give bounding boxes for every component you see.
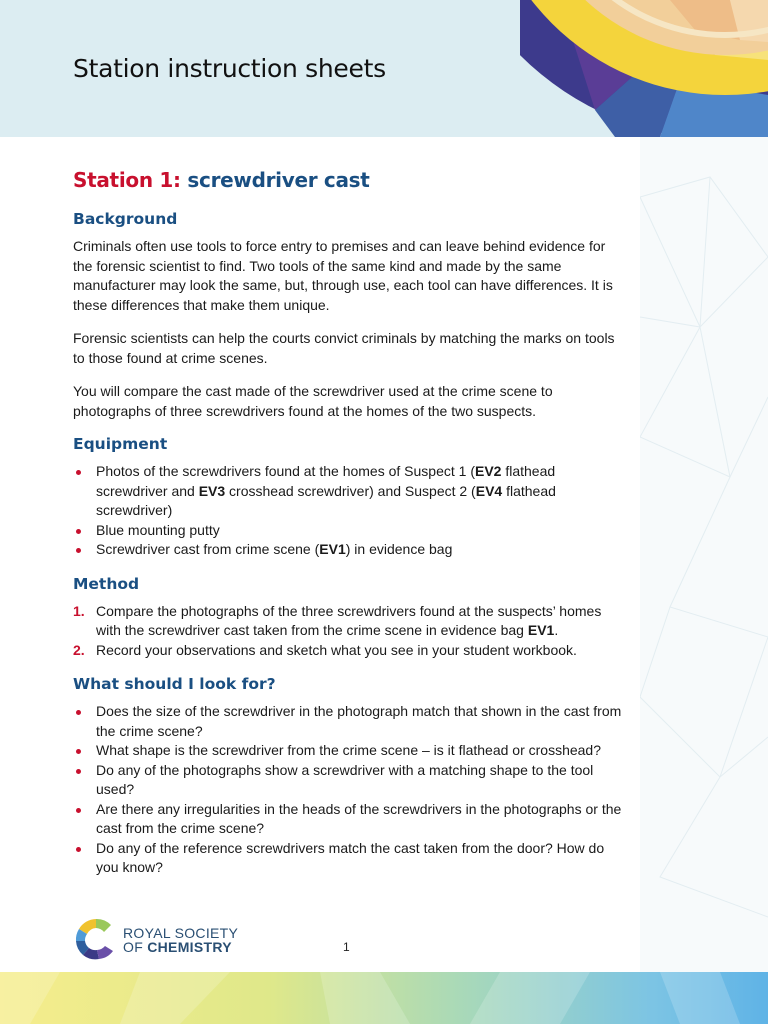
main-content	[73, 168, 628, 893]
method-step: 1. Compare the photographs of the three screwdrivers found at the suspects’ homes with the screwdriver cast taken from the crime scene in evidence bag EV1.	[73, 602, 602, 638]
station-number: Station 1:	[73, 168, 181, 192]
background-paragraph: Criminals often use tools to force entry to premises and can leave behind evidence for the forensic scientist to find. Two tools of the same kind and made by the same manufacturer may look the same, but, through use, each tool can have differences. It is these differences that make them unique.	[73, 238, 613, 313]
list-item: Do any of the photographs show a screwdriver with a matching shape to the tool used?	[73, 761, 628, 800]
step-number: 2.	[73, 641, 85, 658]
list-item: What shape is the screwdriver from the crime scene – is it flathead or crosshead?	[73, 741, 628, 761]
list-item: Screwdriver cast from crime scene (EV1) in evidence bag	[73, 540, 628, 560]
background-heading: Background	[73, 210, 178, 228]
rsc-logo	[73, 915, 248, 963]
page-title: Station instruction sheets	[73, 54, 386, 83]
decorative-side-panel	[640, 137, 768, 972]
method-heading: Method	[73, 574, 140, 593]
look-for-heading: What should I look for?	[73, 675, 276, 693]
background-paragraph: Forensic scientists can help the courts convict criminals by matching the marks on tools to those found at crime scenes.	[73, 330, 615, 366]
method-list	[73, 602, 628, 661]
decorative-footer-band	[0, 972, 768, 1024]
list-item: Blue mounting putty	[73, 521, 628, 541]
rsc-logo-mark	[73, 915, 119, 963]
background-paragraph: You will compare the cast made of the screwdriver used at the crime scene to photographs of three screwdrivers found at the homes of the two suspects.	[73, 383, 553, 419]
equipment-list	[73, 462, 628, 560]
rsc-logo-text: ROYAL SOCIETY OF CHEMISTRY	[123, 925, 239, 955]
list-item: Do any of the reference screwdrivers match the cast taken from the door? How do you know?	[73, 839, 628, 878]
page-number: 1	[343, 940, 350, 954]
list-item: Photos of the screwdrivers found at the homes of Suspect 1 (EV2 flathead screwdriver and EV3 crosshead screwdriver) and Suspect 2 (EV4 flathead screwdriver)	[73, 462, 628, 521]
station-title	[73, 168, 628, 192]
look-for-list	[73, 702, 628, 878]
decorative-ring-graphic	[520, 0, 768, 137]
method-step: 2. Record your observations and sketch what you see in your student workbook.	[73, 641, 628, 661]
step-number: 1.	[73, 602, 85, 619]
list-item: Does the size of the screwdriver in the photograph match that shown in the cast from the crime scene?	[73, 702, 628, 741]
station-name: screwdriver cast	[187, 168, 370, 192]
list-item: Are there any irregularities in the heads of the screwdrivers in the photographs or the cast from the crime scene?	[73, 800, 628, 839]
equipment-heading: Equipment	[73, 435, 168, 453]
